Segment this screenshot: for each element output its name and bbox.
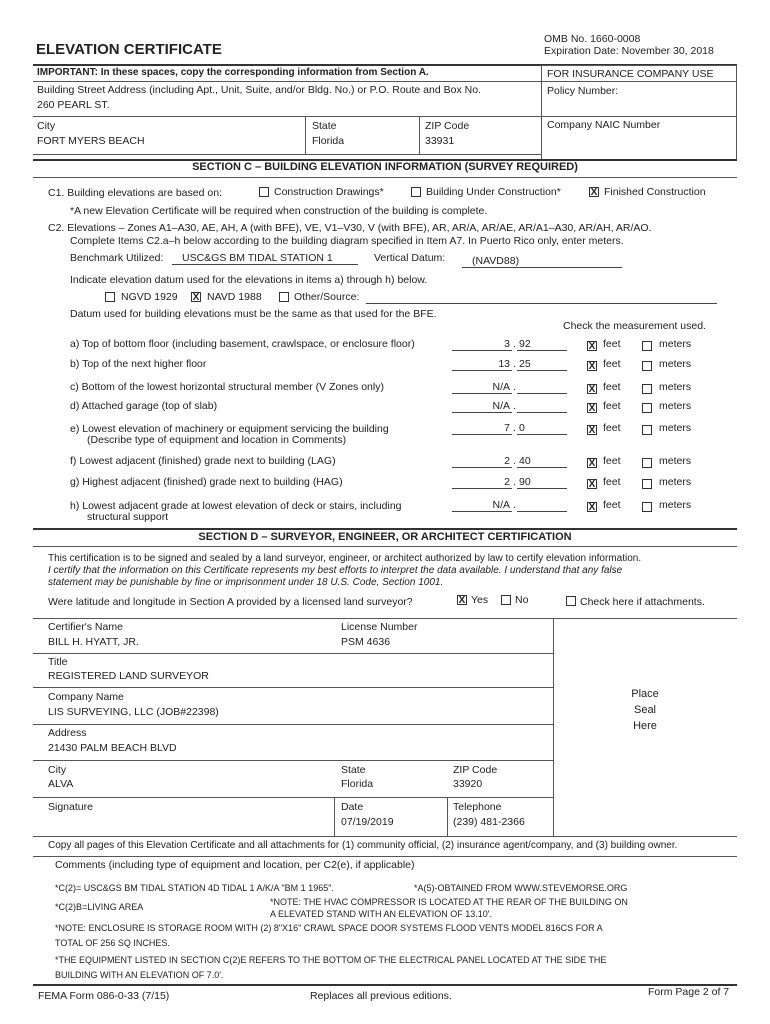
feet-checkbox[interactable]: X (588, 361, 596, 372)
state-label: State (312, 120, 337, 132)
signature-label: Signature (48, 801, 93, 813)
latlong-yes-label: Yes (471, 594, 489, 606)
latlong-question: Were latitude and longitude in Section A provided by a licensed land surveyor? (48, 596, 413, 608)
c1-finished-checkbox[interactable]: X (590, 187, 598, 198)
state-value[interactable]: Florida (312, 135, 345, 147)
footer-page-number: Form Page 2 of 7 (648, 986, 730, 998)
section-c-title: SECTION C – BUILDING ELEVATION INFORMATION (SURVEY REQUIRED) (192, 161, 578, 173)
attachments-label: Check here if attachments. (580, 596, 705, 608)
c2-line1: C2. Elevations – Zones A1–A30, AE, AH, A (with BFE), VE, V1–V30, V (with BFE), AR, AR/A, AR/AE, AR/A1–A30, AR/AH, AR/AO. (48, 222, 652, 234)
c1-under-construction-checkbox[interactable] (411, 187, 421, 197)
elevation-whole-value[interactable]: 2 (452, 455, 512, 468)
date-value[interactable]: 07/19/2019 (341, 816, 394, 828)
meters-label: meters (659, 381, 692, 393)
comment-line-1b: *A(5)-OBTAINED FROM WWW.STEVEMORSE.ORG (414, 883, 628, 893)
latlong-no-checkbox[interactable] (501, 595, 511, 605)
attachments-checkbox[interactable] (566, 596, 576, 606)
check-measurement-label: Check the measurement used. (563, 320, 706, 332)
elevation-item-label: c) Bottom of the lowest horizontal structural member (V Zones only) (70, 381, 384, 393)
latlong-no-label: No (515, 594, 529, 606)
address-value[interactable]: 260 PEARL ST. (37, 99, 110, 111)
date-label: Date (341, 801, 364, 813)
address-label: Building Street Address (including Apt., Unit, Suite, and/or Bldg. No.) or P.O. Route and Box No. (37, 84, 481, 96)
footer-replaces: Replaces all previous editions. (310, 990, 452, 1002)
other-source-label: Other/Source: (294, 291, 360, 303)
navd-checkbox[interactable]: X (192, 292, 200, 303)
title-label: Title (48, 656, 68, 668)
meters-label: meters (659, 358, 692, 370)
feet-label: feet (603, 476, 621, 488)
decimal-point: . (513, 400, 516, 412)
decimal-point: . (513, 499, 516, 511)
feet-label: feet (603, 455, 621, 467)
meters-checkbox[interactable] (642, 479, 652, 489)
comment-line-2c: A ELEVATED STAND WITH AN ELEVATION OF 13.10'. (270, 909, 492, 919)
decimal-point: . (513, 455, 516, 467)
vertical-datum-label: Vertical Datum: (374, 252, 446, 264)
company-label: Company Name (48, 691, 124, 703)
comments-label: Comments (including type of equipment and location, per C2(e), if applicable) (55, 859, 415, 871)
phone-value[interactable]: (239) 481-2366 (453, 816, 525, 828)
elevation-item-label-cont: (Describe type of equipment and location in Comments) (87, 434, 347, 446)
section-d-para3: statement may be punishable by fine or imprisonment under 18 U.S. Code, Section 1001. (48, 577, 444, 588)
decimal-point: . (513, 476, 516, 488)
elevation-decimal-value[interactable] (517, 381, 567, 394)
for-insurance-label: FOR INSURANCE COMPANY USE (547, 68, 714, 80)
meters-checkbox[interactable] (642, 403, 652, 413)
copy-note: Copy all pages of this Elevation Certificate and all attachments for (1) community official, (2) insurance agent/company, and (3) building owner. (48, 840, 678, 851)
feet-label: feet (603, 499, 621, 511)
section-d-title: SECTION D – SURVEYOR, ENGINEER, OR ARCHITECT CERTIFICATION (198, 531, 572, 543)
meters-label: meters (659, 400, 692, 412)
elevation-item-label: b) Top of the next higher floor (70, 358, 207, 370)
c1-label: C1. Building elevations are based on: (48, 187, 222, 199)
elevation-whole-value[interactable]: 7 (452, 422, 512, 435)
elevation-item-label-cont: structural support (87, 511, 169, 523)
feet-label: feet (603, 358, 621, 370)
latlong-yes-checkbox[interactable]: X (458, 595, 466, 606)
certifier-name-label: Certifier's Name (48, 621, 123, 633)
license-label: License Number (341, 621, 418, 633)
city-d-label: City (48, 764, 67, 776)
elevation-item-label: d) Attached garage (top of slab) (70, 400, 218, 412)
other-source-field[interactable] (366, 303, 717, 304)
comment-line-2b: *NOTE: THE HVAC COMPRESSOR IS LOCATED AT THE REAR OF THE BUILDING ON (270, 897, 628, 907)
comment-line-3: *NOTE: ENCLOSURE IS STORAGE ROOM WITH (2) 8"X16" CRAWL SPACE DOOR SYSTEMS FLOOD VENTS MODEL 816CS FOR A (55, 923, 603, 933)
feet-checkbox[interactable]: X (588, 425, 596, 436)
decimal-point: . (513, 422, 516, 434)
comment-line-4: TOTAL OF 256 SQ INCHES. (55, 938, 170, 948)
meters-label: meters (659, 338, 692, 350)
zip-d-label: ZIP Code (453, 764, 498, 776)
c1-construction-drawings-checkbox[interactable] (259, 187, 269, 197)
datum-indicate: Indicate elevation datum used for the elevations in items a) through h) below. (70, 274, 428, 286)
license-number[interactable]: PSM 4636 (341, 636, 391, 648)
address-d-value[interactable]: 21430 PALM BEACH BLVD (48, 742, 177, 754)
state-d-value[interactable]: Florida (341, 778, 374, 790)
feet-label: feet (603, 338, 621, 350)
elevation-whole-value[interactable]: N/A (452, 381, 512, 394)
elevation-decimal-value[interactable]: 40 (517, 455, 567, 468)
important-note: IMPORTANT: In these spaces, copy the corresponding information from Section A. (37, 67, 429, 78)
feet-checkbox[interactable]: X (588, 458, 596, 469)
elevation-whole-value[interactable]: N/A (452, 400, 512, 413)
other-source-checkbox[interactable] (279, 292, 289, 302)
meters-label: meters (659, 455, 692, 467)
decimal-point: . (513, 358, 516, 370)
feet-checkbox[interactable]: X (588, 403, 596, 414)
title-value[interactable]: REGISTERED LAND SURVEYOR (48, 670, 209, 682)
meters-checkbox[interactable] (642, 361, 652, 371)
elevation-whole-value[interactable]: 3 (452, 338, 512, 351)
c1-under-construction-label: Building Under Construction* (426, 186, 561, 198)
decimal-point: . (513, 381, 516, 393)
elevation-item-label: a) Top of bottom floor (including basement, crawlspace, or enclosure floor) (70, 338, 415, 350)
feet-label: feet (603, 381, 621, 393)
ngvd-checkbox[interactable] (105, 292, 115, 302)
zip-d-value[interactable]: 33920 (453, 778, 483, 790)
elevation-item-label: h) Lowest adjacent grade at lowest elevation of deck or stairs, including (70, 500, 402, 512)
feet-label: feet (603, 400, 621, 412)
c1-note: *A new Elevation Certificate will be required when construction of the building is complete. (70, 205, 488, 217)
company-value[interactable]: LIS SURVEYING, LLC (JOB#22398) (48, 706, 219, 718)
seal-line2: Seal (633, 704, 657, 716)
phone-label: Telephone (453, 801, 502, 813)
city-label: City (37, 120, 56, 132)
elevation-whole-value[interactable]: N/A (452, 499, 512, 512)
feet-checkbox[interactable]: X (588, 502, 596, 513)
seal-line3: Here (633, 720, 657, 732)
elevation-decimal-value[interactable]: 25 (517, 358, 567, 371)
feet-checkbox[interactable]: X (588, 384, 596, 395)
ngvd-label: NGVD 1929 (121, 291, 178, 303)
elevation-whole-value[interactable]: 13 (452, 358, 512, 371)
decimal-point: . (513, 338, 516, 350)
comment-line-1a: *C(2)= USC&GS BM TIDAL STATION 4D TIDAL 1 A/K/A "BM 1 1965". (55, 883, 334, 893)
datum-note: Datum used for building elevations must be the same as that used for the BFE. (70, 308, 437, 320)
elevation-decimal-value[interactable] (517, 400, 567, 413)
comment-line-5: *THE EQUIPMENT LISTED IN SECTION C(2)E REFERS TO THE BOTTOM OF THE ELECTRICAL PANEL LOCATED AT THE SIDE THE (55, 955, 607, 965)
meters-label: meters (659, 499, 692, 511)
feet-label: feet (603, 422, 621, 434)
meters-label: meters (659, 476, 692, 488)
section-d-para2: I certify that the information on this Certificate represents my best efforts to interpret the data available. I understand that any false (48, 565, 623, 576)
meters-label: meters (659, 422, 692, 434)
elevation-item-label: g) Highest adjacent (finished) grade next to building (HAG) (70, 476, 343, 488)
meters-checkbox[interactable] (642, 425, 652, 435)
feet-checkbox[interactable]: X (588, 341, 596, 352)
benchmark-label: Benchmark Utilized: (70, 252, 164, 264)
address-d-label: Address (48, 727, 87, 739)
elevation-decimal-value[interactable]: 0 (517, 422, 567, 435)
meters-checkbox[interactable] (642, 502, 652, 512)
elevation-item-label: f) Lowest adjacent (finished) grade next to building (LAG) (70, 455, 336, 467)
company-naic-label: Company NAIC Number (547, 119, 661, 131)
elevation-item-label: e) Lowest elevation of machinery or equipment servicing the building (70, 423, 389, 435)
c1-finished-label: Finished Construction (604, 186, 706, 198)
elevation-decimal-value[interactable]: 92 (517, 338, 567, 351)
form-title: ELEVATION CERTIFICATE (36, 41, 222, 58)
footer-form-number: FEMA Form 086-0-33 (7/15) (38, 990, 170, 1002)
meters-checkbox[interactable] (642, 341, 652, 351)
vertical-datum-value[interactable]: (NAVD88) (462, 255, 622, 268)
c2-line2: Complete Items C2.a–h below according to the building diagram specified in Item A7. In Puerto Rico only, enter meters. (70, 235, 624, 247)
elevation-decimal-value[interactable] (517, 499, 567, 512)
feet-checkbox[interactable]: X (588, 479, 596, 490)
elevation-decimal-value[interactable]: 90 (517, 476, 567, 489)
city-value[interactable]: FORT MYERS BEACH (37, 135, 145, 147)
seal-line1: Place (631, 688, 659, 700)
omb-number: OMB No. 1660-0008 (544, 33, 641, 45)
c1-construction-drawings-label: Construction Drawings* (274, 186, 384, 198)
state-d-label: State (341, 764, 366, 776)
benchmark-value[interactable]: USC&GS BM TIDAL STATION 1 (172, 252, 358, 265)
comment-line-6: BUILDING WITH AN ELEVATION OF 7.0'. (55, 970, 224, 980)
certifier-name[interactable]: BILL H. HYATT, JR. (48, 636, 139, 648)
navd-label: NAVD 1988 (207, 291, 262, 303)
section-d-para1: This certification is to be signed and sealed by a land surveyor, engineer, or architect authorized by law to certify elevation information. (48, 553, 642, 564)
meters-checkbox[interactable] (642, 384, 652, 394)
expiration-date: Expiration Date: November 30, 2018 (544, 45, 714, 57)
zip-value[interactable]: 33931 (425, 135, 455, 147)
city-d-value[interactable]: ALVA (48, 778, 74, 790)
zip-label: ZIP Code (425, 120, 470, 132)
comment-line-2a: *C(2)B=LIVING AREA (55, 902, 144, 912)
policy-number-label: Policy Number: (547, 85, 619, 97)
meters-checkbox[interactable] (642, 458, 652, 468)
elevation-whole-value[interactable]: 2 (452, 476, 512, 489)
